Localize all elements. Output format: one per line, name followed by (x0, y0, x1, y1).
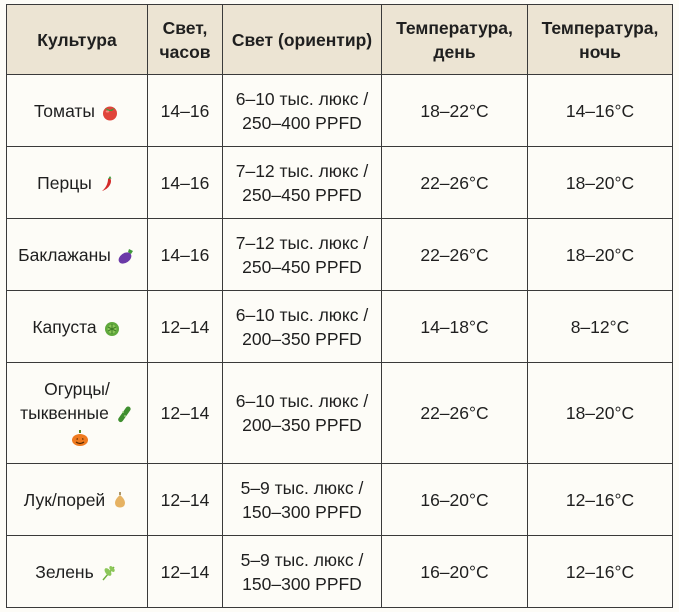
crop-name: Перцы (37, 172, 92, 193)
temp-day-cell: 22–26°C (382, 147, 528, 219)
crop-cell (7, 464, 148, 536)
light-hours-cell: 12–14 (148, 464, 223, 536)
header-light-hours: Свет, часов (148, 5, 223, 75)
light-hours-cell: 12–14 (148, 291, 223, 363)
crop-cell (7, 536, 148, 608)
header-temp-day: Температура, день (382, 5, 528, 75)
light-hours-cell: 12–14 (148, 363, 223, 464)
light-guide-cell: 6–10 тыс. люкс / 250–400 PPFD (223, 75, 382, 147)
table-row (7, 363, 673, 464)
light-guide-cell: 7–12 тыс. люкс / 250–450 PPFD (223, 147, 382, 219)
light-guide-cell: 6–10 тыс. люкс / 200–350 PPFD (223, 291, 382, 363)
chili-pepper-icon (97, 174, 117, 194)
cucumber-icon (114, 404, 134, 424)
crop-name: Огурцы/ тыквенные (20, 379, 110, 423)
crop-name: Лук/порей (23, 489, 106, 510)
crop-name: Баклажаны (18, 244, 111, 265)
light-guide-cell: 5–9 тыс. люкс / 150–300 PPFD (223, 464, 382, 536)
crop-name: Томаты (33, 100, 96, 121)
temp-night-cell: 18–20°C (528, 147, 673, 219)
light-hours-cell: 14–16 (148, 219, 223, 291)
temp-day-cell: 16–20°C (382, 536, 528, 608)
header-light-guide: Свет (ориентир) (223, 5, 382, 75)
crop-cell (7, 219, 148, 291)
table-row (7, 75, 673, 147)
header-row (7, 5, 673, 75)
light-guide-cell: 7–12 тыс. люкс / 250–450 PPFD (223, 219, 382, 291)
crop-cell (7, 75, 148, 147)
temp-night-cell: 18–20°C (528, 363, 673, 464)
light-hours-cell: 14–16 (148, 147, 223, 219)
pumpkin-icon (70, 428, 90, 448)
temp-day-cell: 16–20°C (382, 464, 528, 536)
table-row (7, 464, 673, 536)
light-hours-cell: 14–16 (148, 75, 223, 147)
header-temp-night: Температура, ночь (528, 5, 673, 75)
temp-night-cell: 18–20°C (528, 219, 673, 291)
tomato-icon (100, 102, 120, 122)
table-row (7, 291, 673, 363)
temp-day-cell: 14–18°C (382, 291, 528, 363)
temp-night-cell: 12–16°C (528, 464, 673, 536)
light-guide-cell: 5–9 тыс. люкс / 150–300 PPFD (223, 536, 382, 608)
light-hours-cell: 12–14 (148, 536, 223, 608)
temp-day-cell: 18–22°C (382, 75, 528, 147)
temp-day-cell: 22–26°C (382, 363, 528, 464)
onion-icon (110, 491, 130, 511)
light-guide-cell: 6–10 тыс. люкс / 200–350 PPFD (223, 363, 382, 464)
cabbage-icon (102, 318, 122, 338)
temp-night-cell: 12–16°C (528, 536, 673, 608)
crop-name: Зелень (35, 561, 94, 582)
crop-cell (7, 363, 148, 464)
eggplant-icon (116, 246, 136, 266)
crop-conditions-table (6, 4, 673, 608)
crop-cell (7, 147, 148, 219)
temp-night-cell: 14–16°C (528, 75, 673, 147)
table-row (7, 536, 673, 608)
table-row (7, 147, 673, 219)
crop-cell (7, 291, 148, 363)
header-crop: Культура (7, 5, 148, 75)
temp-night-cell: 8–12°C (528, 291, 673, 363)
herb-icon (99, 563, 119, 583)
crop-name: Капуста (32, 316, 97, 337)
temp-day-cell: 22–26°C (382, 219, 528, 291)
table-row (7, 219, 673, 291)
